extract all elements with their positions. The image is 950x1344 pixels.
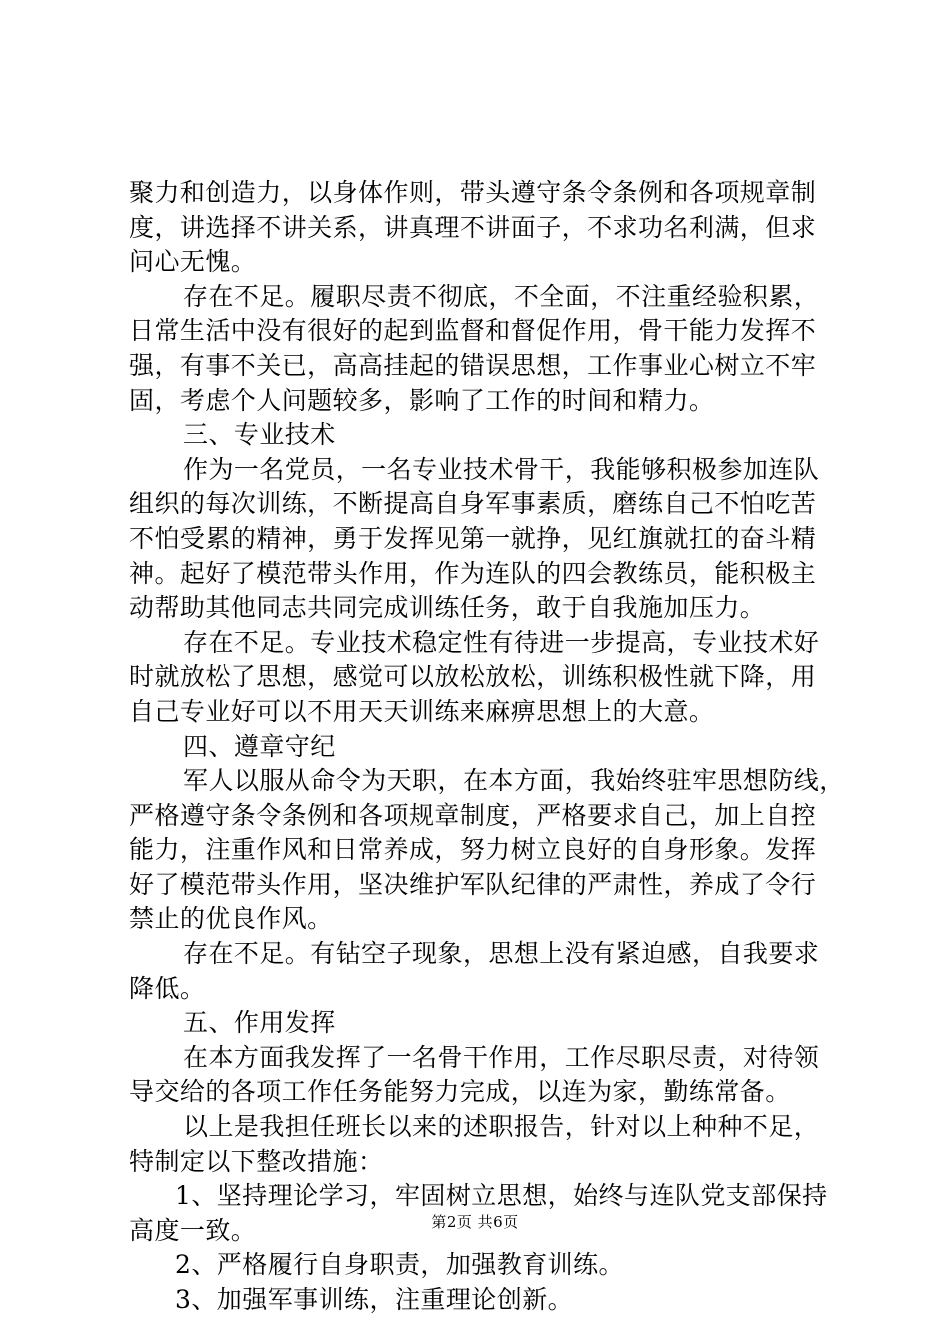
text-line: 高度一致。	[129, 1215, 257, 1245]
text-line: 1、坚持理论学习，牢固树立思想，始终与连队党支部保持	[175, 1181, 828, 1211]
text-line: 日常生活中没有很好的起到监督和督促作用，骨干能力发挥不	[129, 316, 817, 346]
text-line: 在本方面我发挥了一名骨干作用，工作尽职尽责，对待领	[183, 1042, 820, 1072]
text-line: 严格遵守条令条例和各项规章制度，严格要求自己，加上自控	[129, 800, 817, 830]
text-line: 能力，注重作风和日常养成，努力树立良好的自身形象。发挥	[129, 835, 817, 865]
text-line: 强，有事不关已，高高挂起的错误思想，工作事业心树立不牢	[129, 350, 817, 380]
text-line: 以上是我担任班长以来的述职报告，针对以上种种不足，	[183, 1112, 820, 1142]
text-line: 动帮助其他同志共同完成训练任务，敢于自我施加压力。	[129, 593, 766, 623]
text-line: 存在不足。履职尽责不彻底，不全面，不注重经验积累，	[183, 281, 820, 311]
text-line: 聚力和创造力，以身体作则，带头遵守条令条例和各项规章制	[129, 178, 817, 207]
text-line: 不怕受累的精神，勇于发挥见第一就挣，见红旗就扛的奋斗精	[129, 523, 817, 553]
document-body	[129, 176, 845, 1318]
text-line: 五、作用发挥	[183, 1008, 336, 1038]
text-line: 四、遵章守纪	[183, 731, 336, 761]
text-line: 组织的每次训练，不断提高自身军事素质，磨练自己不怕吃苦	[129, 489, 817, 519]
text-line: 导交给的各项工作任务能努力完成，以连为家，勤练常备。	[129, 1077, 791, 1107]
text-line: 禁止的优良作风。	[129, 904, 333, 934]
page-footer: 第2页 共6页	[431, 1213, 519, 1231]
text-line: 时就放松了思想，感觉可以放松放松，训练积极性就下降，用	[129, 662, 817, 692]
text-line: 问心无愧。	[129, 247, 257, 277]
text-line: 3、加强军事训练，注重理论创新。	[175, 1285, 574, 1314]
text-line: 2、严格履行自身职责，加强教育训练。	[175, 1250, 625, 1280]
text-line: 固，考虑个人问题较多，影响了工作的时间和精力。	[129, 385, 715, 415]
text-line: 度，讲选择不讲关系，讲真理不讲面子，不求功名利满，但求	[129, 212, 817, 242]
text-line: 自己专业好可以不用天天训练来麻痹思想上的大意。	[129, 696, 715, 726]
text-line: 作为一名党员，一名专业技术骨干，我能够积极参加连队	[183, 454, 820, 484]
text-line: 神。起好了模范带头作用，作为连队的四会教练员，能积极主	[129, 558, 817, 588]
text-line: 军人以服从命令为天职，在本方面，我始终驻牢思想防线，	[183, 766, 845, 796]
text-line: 存在不足。专业技术稳定性有待进一步提高，专业技术好	[183, 627, 820, 657]
text-line: 存在不足。有钻空子现象，思想上没有紧迫感，自我要求	[183, 939, 820, 969]
text-line: 好了模范带头作用，坚决维护军队纪律的严肃性，养成了令行	[129, 869, 817, 899]
text-line: 降低。	[129, 973, 206, 1003]
text-line: 三、专业技术	[183, 420, 336, 450]
text-line: 特制定以下整改措施：	[129, 1146, 384, 1176]
